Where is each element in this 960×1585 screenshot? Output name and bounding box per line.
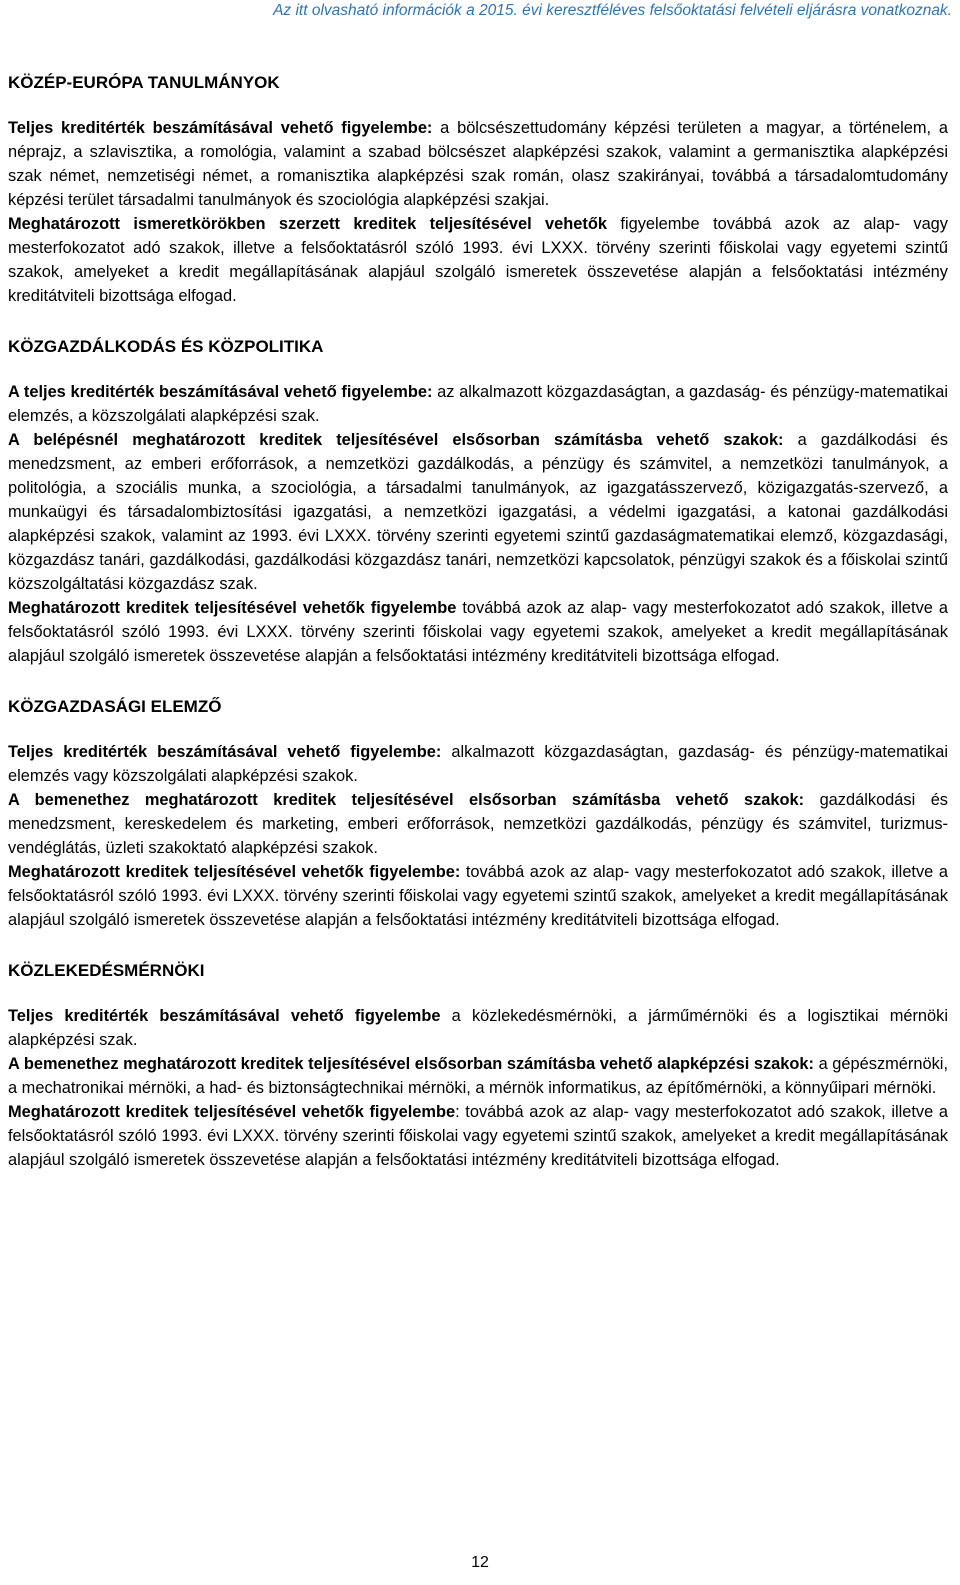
paragraph-text: : továbbá azok az alap- vagy mesterfokozatot adó szakok, illetve a felsőoktatásról szóló 1993. évi LXXX. törvény szerinti főiskolai vagy egyetemi szintű szakok, amelyeket a kredit megállapításának alapjául szolgáló ismeretek összevetése alapján a felsőoktatási intézmény kreditátviteli bizottsága elfogad. (8, 1103, 948, 1169)
paragraph-text: a gazdálkodási és menedzsment, az emberi erőforrások, a nemzetközi gazdálkodás, a pénzügy és számvitel, a nemzetközi tanulmányok, a politológia, a szociális munka, a szociológia, a társadalmi tanulmányok, az igazgatásszervező, közigazgatás-szervező, a munkaügyi és társadalombiztosítási igazgatási, a nemzetközi igazgatási, a védelmi igazgatási, a katonai gazdálkodási alapképzési szakok, valamint az 1993. évi LXXX. törvény szerinti egyetemi szintű gazdaságmatematikai elemző, közgazdasági, közgazdász tanári, gazdálkodási, gazdálkodási közgazdász tanári, nemzetközi kapcsolatok, pénzügyi szakok és a főiskolai szintű közszolgáltatási közgazdász szak. (8, 431, 948, 593)
page-number: 12 (471, 1554, 489, 1571)
paragraph-text: a gépészmérnöki, a mechatronikai mérnöki, a had- és biztonságtechnikai mérnöki, a mérnök informatikus, az építőmérnöki, a könnyűipari mérnöki. (8, 1055, 948, 1097)
paragraph-text: figyelembe továbbá azok az alap- vagy mesterfokozatot adó szakok, illetve a felsőoktatásról szóló 1993. évi LXXX. törvény szerinti főiskolai vagy egyetemi szintű szakok, amelyeket a kredit megállapításának alapjául szolgáló ismeretek összevetése alapján a felsőoktatási intézmény kreditátviteli bizottsága elfogad. (8, 215, 948, 305)
paragraph-lead: Teljes kreditérték beszámításával vehető figyelembe: (8, 743, 442, 761)
paragraph-lead: Meghatározott kreditek teljesítésével vehetők figyelembe: (8, 863, 461, 881)
paragraph-lead: A teljes kreditérték beszámításával vehető figyelembe: (8, 383, 433, 401)
paragraph-lead: A bemenethez meghatározott kreditek teljesítésével elsősorban számításba vehető alapképzési szakok: (8, 1055, 814, 1073)
paragraph (8, 116, 948, 212)
paragraph (8, 428, 948, 596)
paragraph-text: gazdálkodási és menedzsment, kereskedelem és marketing, emberi erőforrások, nemzetközi gazdálkodás, pénzügy és számvitel, turizmus-vendéglátás, üzleti szakoktató alapképzési szakok. (8, 791, 949, 857)
paragraph (8, 740, 948, 788)
paragraph (8, 596, 948, 668)
document-content (8, 72, 948, 1200)
paragraph-lead: Teljes kreditérték beszámításával vehető figyelembe (8, 1007, 441, 1025)
paragraph-lead: Meghatározott kreditek teljesítésével vehetők figyelembe (8, 1103, 456, 1121)
paragraph (8, 860, 948, 932)
paragraph-text: továbbá azok az alap- vagy mesterfokozatot adó szakok, illetve a felsőoktatásról szóló 1993. évi LXXX. törvény szerinti főiskolai vagy egyetemi szintű szakok, amelyeket a kredit megállapításának alapjául szolgáló ismeretek összevetése alapján a felsőoktatási intézmény kreditátviteli bizottsága elfogad. (8, 863, 948, 929)
paragraph (8, 212, 948, 308)
section-kozlekedesmernoki (8, 960, 948, 1172)
paragraph-lead: Teljes kreditérték beszámításával vehető figyelembe: (8, 119, 433, 137)
header-note: Az itt olvasható információk a 2015. évi keresztféléves felsőoktatási felvételi eljárásra vonatkoznak. (273, 2, 952, 19)
paragraph-lead: A belépésnél meghatározott kreditek teljesítésével elsősorban számításba vehető szakok: (8, 431, 784, 449)
paragraph-lead: A bemenethez meghatározott kreditek teljesítésével elsősorban számításba vehető szakok: (8, 791, 805, 809)
paragraph (8, 1100, 948, 1172)
paragraph (8, 380, 948, 428)
paragraph-text: továbbá azok az alap- vagy mesterfokozatot adó szakok, illetve a felsőoktatásról szóló 1993. évi LXXX. törvény szerinti főiskolai vagy egyetemi szakok, amelyeket a kredit megállapításának alapjául szolgáló ismeretek összevetése alapján a felsőoktatási intézmény kreditátviteli bizottsága elfogad. (8, 599, 948, 665)
section-kozep-europa (8, 72, 948, 308)
paragraph-text: a közlekedésmérnöki, a járműmérnöki és a logisztikai mérnöki alapképzési szak. (8, 1007, 948, 1049)
section-title: KÖZLEKEDÉSMÉRNÖKI (8, 961, 205, 980)
section-title: KÖZÉP-EURÓPA TANULMÁNYOK (8, 73, 280, 92)
paragraph-text: a bölcsészettudomány képzési területen a magyar, a történelem, a néprajz, a szlavisztika, a romológia, valamint a szabad bölcsészet alapképzési szakok, valamint a germanisztika alapképzési szak német, nemzetiségi német, a romanisztika alapképzési szak román, olasz szakirányai, továbbá a társadalomtudomány képzési terület társadalmi tanulmányok és szociológia alapképzési szakjai. (8, 119, 948, 209)
paragraph-lead: Meghatározott kreditek teljesítésével vehetők figyelembe (8, 599, 457, 617)
paragraph (8, 788, 948, 860)
section-title: KÖZGAZDÁLKODÁS ÉS KÖZPOLITIKA (8, 337, 324, 356)
section-kozgazdasagi-elemzo (8, 696, 948, 932)
paragraph (8, 1052, 948, 1100)
paragraph-text: alkalmazott közgazdaságtan, gazdaság- és pénzügy-matematikai elemzés vagy közszolgálati alapképzési szakok. (8, 743, 948, 785)
paragraph (8, 1004, 948, 1052)
section-kozgazdalkodas (8, 336, 948, 668)
paragraph-lead: Meghatározott ismeretkörökben szerzett kreditek teljesítésével vehetők (8, 215, 607, 233)
section-title: KÖZGAZDASÁGI ELEMZŐ (8, 697, 222, 716)
paragraph-text: az alkalmazott közgazdaságtan, a gazdaság- és pénzügy-matematikai elemzés, a közszolgálati alapképzési szak. (8, 383, 948, 425)
